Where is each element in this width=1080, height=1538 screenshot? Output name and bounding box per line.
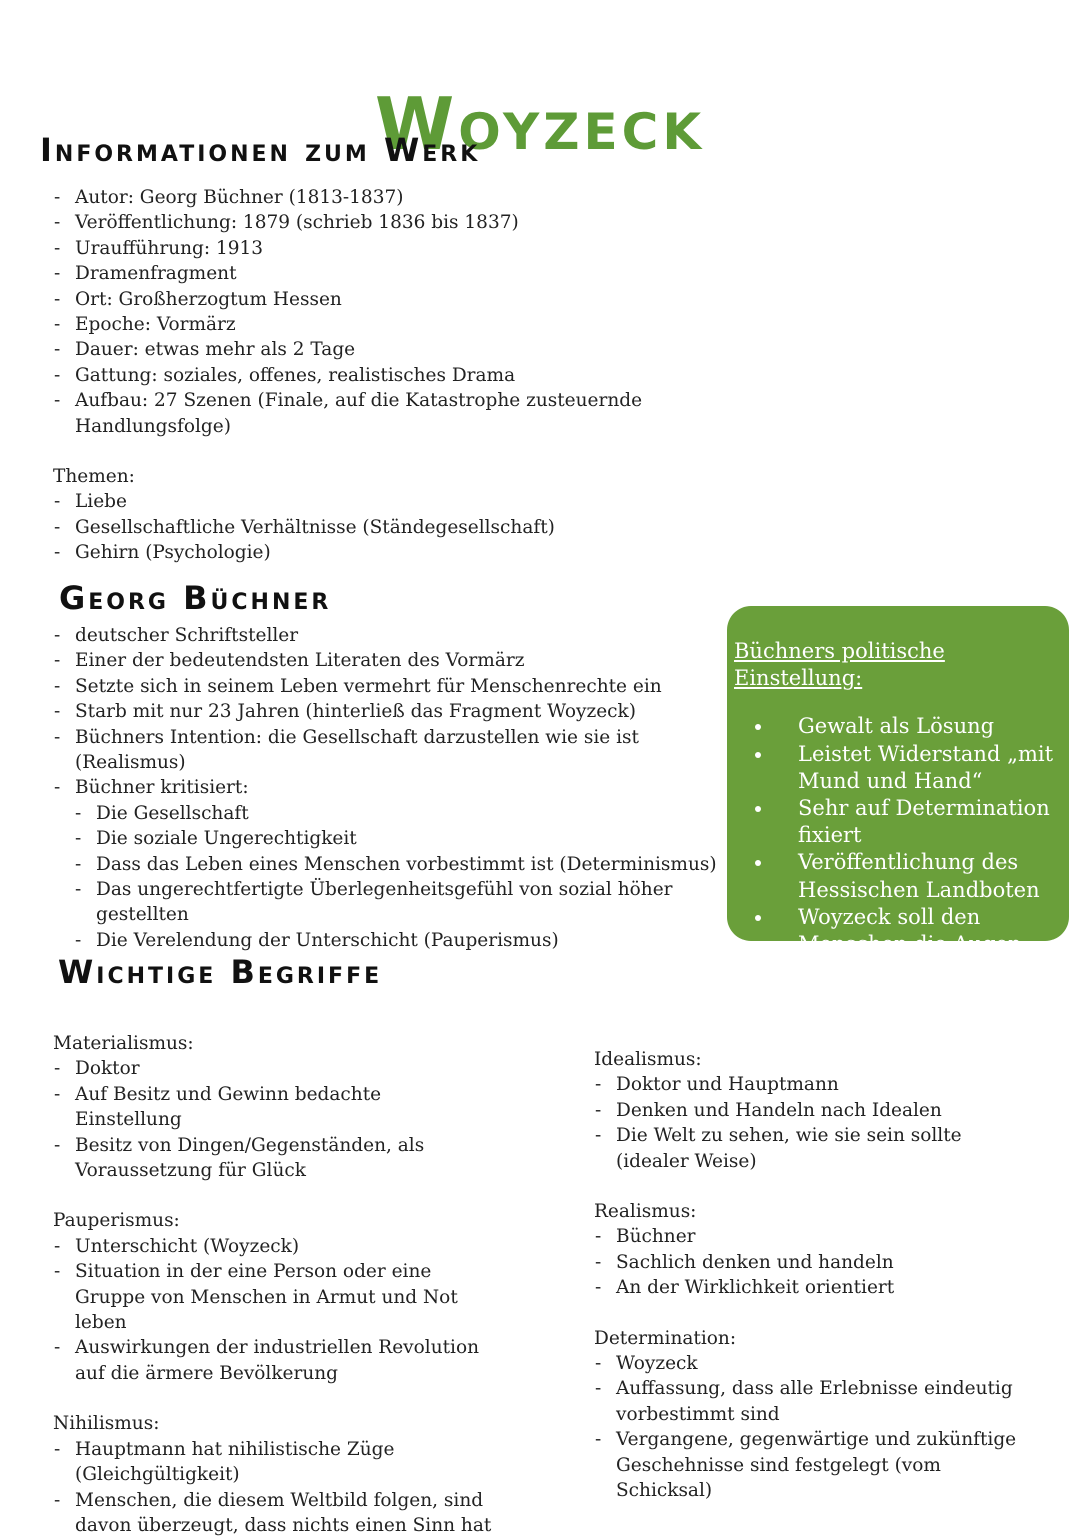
term-materialismus: Materialismus: (53, 1031, 493, 1056)
term-pauperismus: Pauperismus: (53, 1208, 493, 1233)
list-item: • Woyzeck soll den Menschen die Augen öffnen (774, 904, 1059, 986)
info-section (53, 185, 773, 566)
political-views-list (734, 713, 1059, 1039)
list-item: - Hauptmann hat nihilistische Züge (Gleichgültigkeit) (53, 1437, 493, 1488)
list-item: - Die Verelendung der Unterschicht (Pauperismus) (53, 928, 725, 953)
list-item: - Starb mit nur 23 Jahren (hinterließ das Fragment Woyzeck) (53, 699, 725, 724)
list-item: - Die soziale Ungerechtigkeit (53, 826, 725, 851)
list-item: - Büchners Intention: die Gesellschaft darzustellen wie sie ist (Realismus) (53, 725, 725, 776)
list-item: - Situation in der eine Person oder eine Gruppe von Menschen in Armut und Not leben (53, 1259, 493, 1335)
themes-list (53, 489, 773, 565)
list-item: • Gewalt als Lösung (774, 713, 1059, 740)
list-item: - Woyzeck (594, 1351, 1034, 1376)
list-item: • Sehr fortschrittlich denkend (774, 985, 1059, 1039)
list-item: - Sachlich denken und handeln (594, 1250, 1034, 1275)
list-item: - Auffassung, dass alle Erlebnisse eindeutig vorbestimmt sind (594, 1376, 1034, 1427)
materialismus-list (53, 1056, 493, 1183)
list-item: - Vergangene, gegenwärtige und zukünftige Geschehnisse sind festgelegt (vom Schicksal) (594, 1427, 1034, 1503)
list-item: - Menschen, die diesem Weltbild folgen, sind davon überzeugt, dass nichts einen Sinn hat (53, 1488, 493, 1538)
list-item: - Setzte sich in seinem Leben vermehrt für Menschenrechte ein (53, 674, 725, 699)
term-realismus: Realismus: (594, 1199, 1034, 1224)
list-item: - Autor: Georg Büchner (1813-1837) (53, 185, 773, 210)
list-item: - Aufbau: 27 Szenen (Finale, auf die Katastrophe zusteuernde Handlungsfolge) (53, 388, 773, 439)
term-determination: Determination: (594, 1326, 1034, 1351)
determination-list (594, 1351, 1034, 1503)
info-list (53, 185, 773, 439)
heading-buechner: Georg Büchner (59, 578, 331, 618)
list-item: - Veröffentlichung: 1879 (schrieb 1836 bis 1837) (53, 210, 773, 235)
list-item: - Gehirn (Psychologie) (53, 540, 773, 565)
list-item: - Epoche: Vormärz (53, 312, 773, 337)
list-item: - Liebe (53, 489, 773, 514)
themes-label: Themen: (53, 464, 773, 489)
list-item: - Ort: Großherzogtum Hessen (53, 287, 773, 312)
list-item: - Doktor (53, 1056, 493, 1081)
list-item: - Einer der bedeutendsten Literaten des Vormärz (53, 648, 725, 673)
list-item: - An der Wirklichkeit orientiert (594, 1275, 1034, 1300)
terms-left-column (53, 1031, 493, 1538)
list-item: - Besitz von Dingen/Gegenständen, als Voraussetzung für Glück (53, 1133, 493, 1184)
realismus-list (594, 1224, 1034, 1300)
page-title: Woyzeck (0, 74, 1080, 174)
list-item: - Dass das Leben eines Menschen vorbestimmt ist (Determinismus) (53, 852, 725, 877)
list-item: - Auf Besitz und Gewinn bedachte Einstellung (53, 1082, 493, 1133)
list-item: - deutscher Schriftsteller (53, 623, 725, 648)
idealismus-list (594, 1072, 1034, 1174)
list-item: • Sehr auf Determination fixiert (774, 795, 1059, 849)
term-nihilismus: Nihilismus: (53, 1411, 493, 1436)
list-item: - Dramenfragment (53, 261, 773, 286)
list-item: - Dauer: etwas mehr als 2 Tage (53, 337, 773, 362)
political-views-box (727, 606, 1069, 941)
list-item: - Uraufführung: 1913 (53, 236, 773, 261)
heading-informationen: Informationen zum Werk (40, 130, 480, 170)
terms-right-column (594, 1047, 1034, 1504)
buechner-section (53, 623, 725, 953)
heading-begriffe: Wichtige Begriffe (58, 952, 382, 992)
buechner-list (53, 623, 725, 801)
list-item: • Leistet Widerstand „mit Mund und Hand“ (774, 741, 1059, 795)
list-item: - Gesellschaftliche Verhältnisse (Ständegesellschaft) (53, 515, 773, 540)
list-item: - Unterschicht (Woyzeck) (53, 1234, 493, 1259)
political-views-label: Büchners politische Einstellung: (734, 638, 1059, 692)
list-item: - Doktor und Hauptmann (594, 1072, 1034, 1097)
list-item: - Die Welt zu sehen, wie sie sein sollte (idealer Weise) (594, 1123, 1034, 1174)
pauperismus-list (53, 1234, 493, 1386)
term-idealismus: Idealismus: (594, 1047, 1034, 1072)
list-item: - Büchner kritisiert: (53, 775, 725, 800)
list-item: - Denken und Handeln nach Idealen (594, 1098, 1034, 1123)
list-item: - Gattung: soziales, offenes, realistisches Drama (53, 363, 773, 388)
critique-list (53, 801, 725, 953)
list-item: - Das ungerechtfertigte Überlegenheitsgefühl von sozial höher gestellten (53, 877, 725, 928)
list-item: - Auswirkungen der industriellen Revolution auf die ärmere Bevölkerung (53, 1335, 493, 1386)
list-item: - Büchner (594, 1224, 1034, 1249)
nihilismus-list (53, 1437, 493, 1538)
list-item: - Die Gesellschaft (53, 801, 725, 826)
list-item: • Veröffentlichung des Hessischen Landboten (774, 849, 1059, 903)
